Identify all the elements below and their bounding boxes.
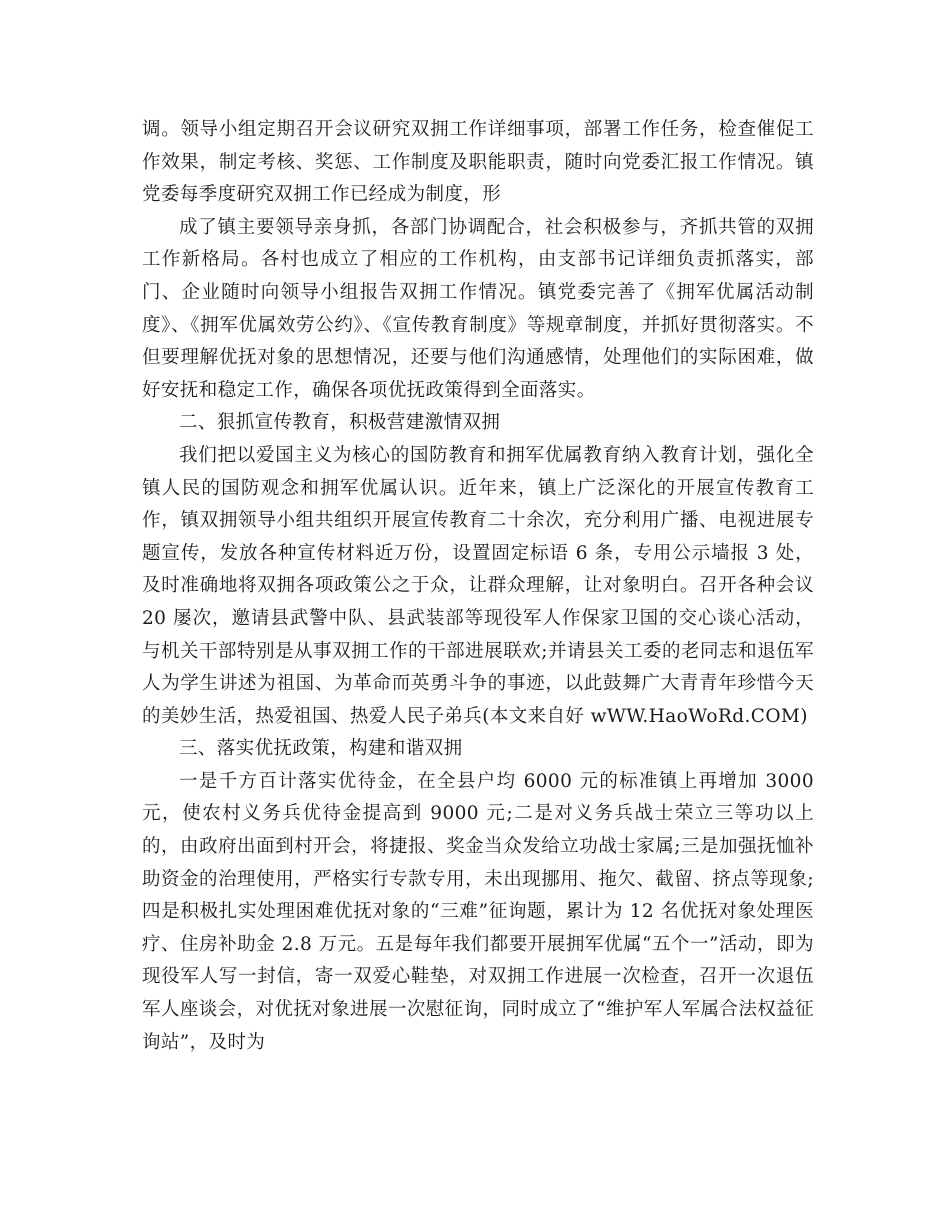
paragraph-4: 一是千方百计落实优待金，在全县户均 6000 元的标准镇上再增加 3000 元，使农村义务兵优待金提高到 9000 元;二是对义务兵战士荣立三等功以上的，由政府出面到村开会，将捷报、奖金当众发给立功战士家属;三是加强抚恤补助资金的治理使用，严格实行专款专用，未出现挪用、拖欠、截留、挤点等现象;四是积极扎实处理困难优抚对象的“三难”征询题，累计为 12 名优抚对象处理医疗、住房补助金 2.8 万元。五是每年我们都要开展拥军优属“五个一”活动，即为现役军人写一封信，寄一双爱心鞋垫，对双拥工作进展一次检查，召开一次退伍军人座谈会，对优抚对象进展一次慰征询，同时成立了“维护军人军属合法权益征询站”，及时为 [142,770,814,1053]
document-body [142,114,814,1059]
paragraph-2: 成了镇主要领导亲身抓，各部门协调配合，社会积极参与，齐抓共管的双拥工作新格局。各村也成立了相应的工作机构，由支部书记详细负责抓落实，部门、企业随时向领导小组报告双拥工作情况。镇党委完善了《拥军优属活动制度》、《拥军优属效劳公约》、《宣传教育制度》等规章制度，并抓好贯彻落实。不但要理解优抚对象的思想情况，还要与他们沟通感情，处理他们的实际困难，做好安抚和稳定工作，确保各项优抚政策得到全面落实。 [142,216,814,401]
section-heading-2: 二、狠抓宣传教育，积极营建激情双拥 [179,412,501,434]
paragraph-3: 我们把以爱国主义为核心的国防教育和拥军优属教育纳入教育计划，强化全镇人民的国防观念和拥军优属认识。近年来，镇上广泛深化的开展宣传教育工作，镇双拥领导小组共组织开展宣传教育二十余次，充分利用广播、电视进展专题宣传，发放各种宣传材料近万份，设置固定标语 6 条，专用公示墙报 3 处，及时准确地将双拥各项政策公之于众，让群众理解，让对象明白。召开各种会议 20 屡次，邀请县武警中队、县武装部等现役军人作保家卫国的交心谈心活动，与机关干部特别是从事双拥工作的干部进展联欢;并请县关工委的老同志和退伍军人为学生讲述为祖国、为革命而英勇斗争的事迹，以此鼓舞广大青青年珍惜今天的美妙生活，热爱祖国、热爱人民子弟兵(本文来自好 wWW.HaoWoRd.COM) [142,444,815,727]
paragraph-1: 调。领导小组定期召开会议研究双拥工作详细事项，部署工作任务，检查催促工作效果，制定考核、奖惩、工作制度及职能职责，随时向党委汇报工作情况。镇党委每季度研究双拥工作已经成为制度，形 [142,119,814,206]
section-heading-3: 三、落实优抚政策，构建和谐双拥 [179,738,463,760]
